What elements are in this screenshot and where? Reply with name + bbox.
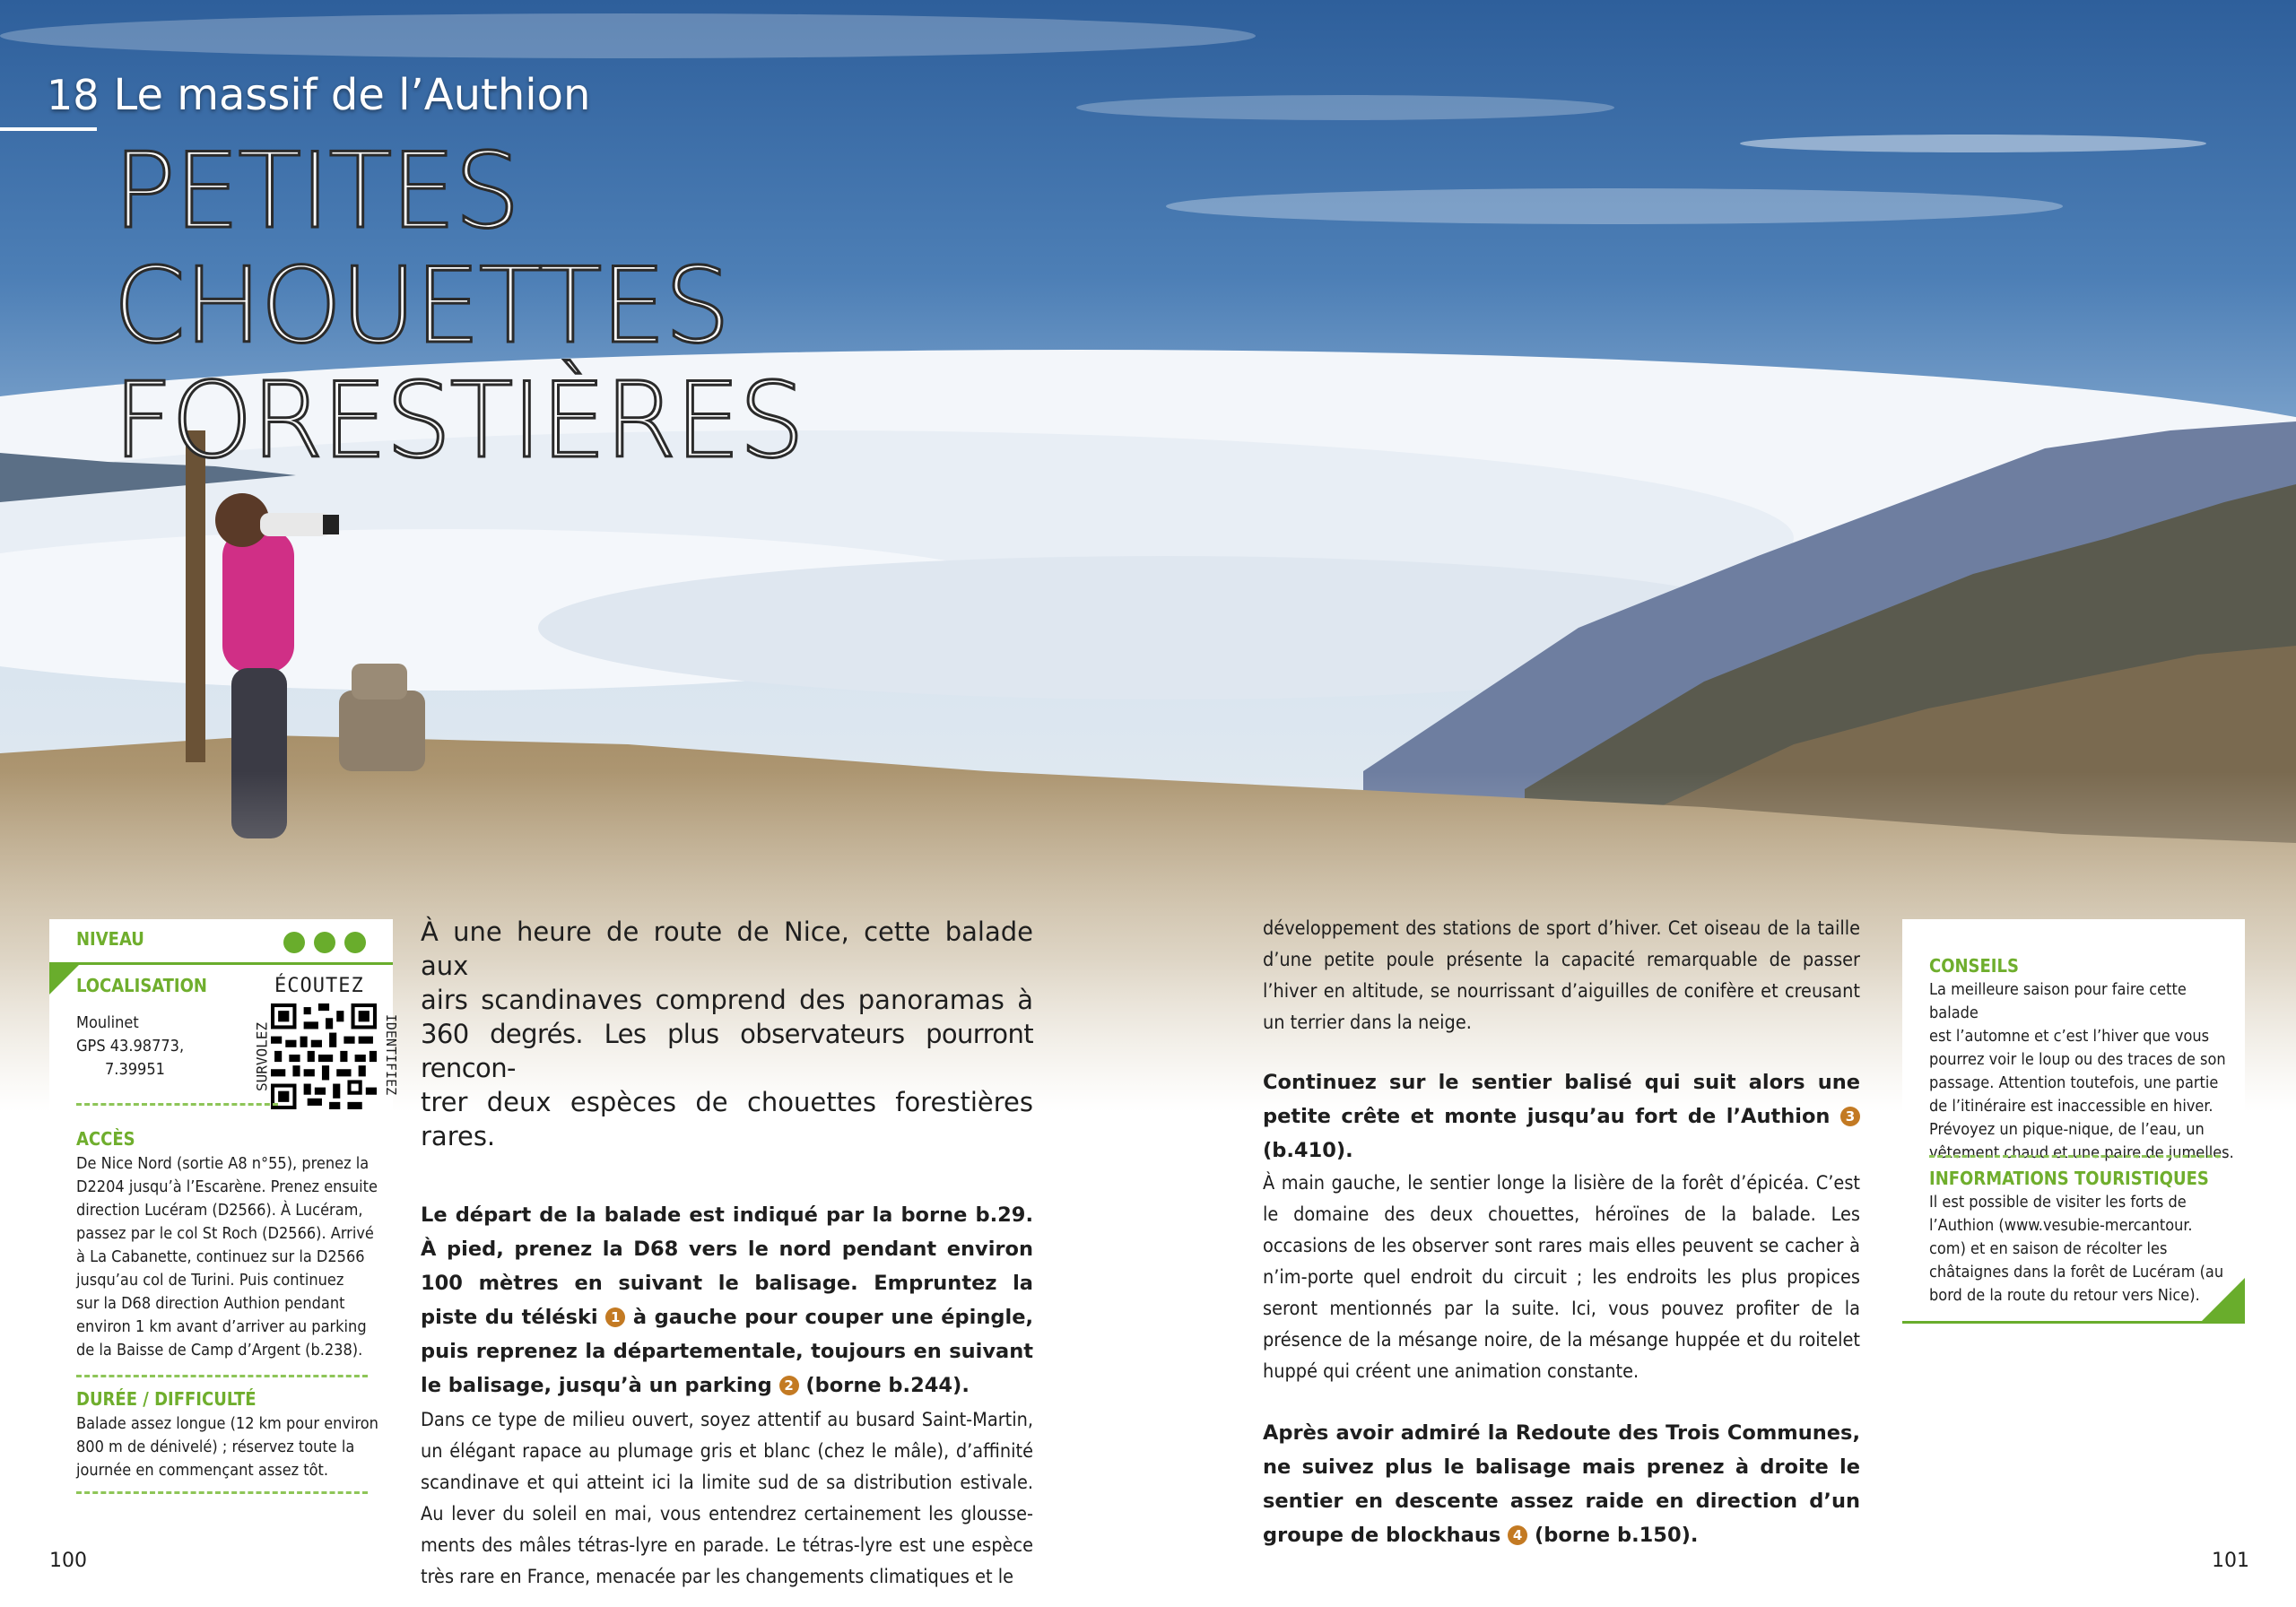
localisation-label: LOCALISATION [76, 975, 207, 996]
acces-line: environ 1 km avant d’arriver au parking [76, 1317, 367, 1336]
acces-line: De Nice Nord (sortie A8 n°55), prenez la [76, 1154, 370, 1173]
intro-line: trer deux espèces de chouettes forestières rares. [421, 1087, 1033, 1151]
step-2-text-b: (b.410). [1263, 1139, 1353, 1162]
text-column-1 [421, 915, 1033, 1593]
difficulty-dot-icon [283, 932, 305, 953]
acces-line: passez par le col St Roch (D2566). Arrivé [76, 1224, 374, 1243]
qr-label-top: ÉCOUTEZ [274, 975, 364, 997]
info-line: l’Authion (www.vesubie-mercantour. [1929, 1216, 2193, 1235]
difficulty-dot-icon [314, 932, 335, 953]
chapter-title: Le massif de l’Authion [113, 70, 591, 120]
title-line-2: FORESTIÈRES [113, 360, 804, 482]
step-1-text-c: (borne b.244). [798, 1374, 970, 1397]
intro-paragraph [421, 915, 1033, 1153]
qr-code-icon [271, 1003, 377, 1109]
title-line-1: PETITES CHOUETTES [113, 131, 729, 367]
step-3-text-a: Après avoir admiré la Redoute des Trois Communes, ne suivez plus le balisage mais prenez à droite le sentier en descente assez raide en direction d’un groupe de blockhaus [1263, 1421, 1860, 1547]
waypoint-4-badge: 4 [1508, 1525, 1527, 1545]
waypoint-1-badge: 1 [605, 1307, 625, 1327]
chapter-heading [47, 70, 590, 120]
step-2-paragraph [1263, 1065, 1860, 1168]
qr-label-right: IDENTIFIEZ [383, 1013, 399, 1096]
info-label: INFORMATIONS TOURISTIQUES [1929, 1168, 2209, 1189]
acces-text [76, 1152, 381, 1362]
conseils-line: est l’automne et c’est l’hiver que vous [1929, 1027, 2210, 1046]
duree-line: Balade assez longue (12 km pour environ [76, 1414, 378, 1433]
info-line: com) et en saison de récolter les [1929, 1239, 2168, 1258]
conseils-line: vêtement chaud et une paire de jumelles. [1929, 1143, 2234, 1162]
conseils-line: pourrez voir le loup ou des traces de son [1929, 1050, 2226, 1069]
info-line: Il est possible de visiter les forts de [1929, 1193, 2187, 1212]
acces-line: jusqu’au col de Turini. Puis continuez [76, 1271, 344, 1290]
body-paragraph-2: développement des stations de sport d’hiver. Cet oiseau de la taille d’une petite poule présente la capacité remarquable de passer l’hiver en altitude, se nourrissant d’aiguilles de conifère et creusant un terrier dans la neige. [1263, 917, 1860, 1034]
info-line: bord de la route du retour vers Nice). [1929, 1286, 2200, 1305]
corner-triangle-icon [2202, 1278, 2245, 1321]
conseils-line: de l’itinéraire est inaccessible en hiver. [1929, 1097, 2213, 1116]
text-column-2 [1263, 913, 1860, 1552]
page-number-left: 100 [49, 1550, 87, 1572]
acces-line: à La Cabanette, continuez sur la D2566 [76, 1247, 365, 1266]
step-3-text-b: (borne b.150). [1527, 1524, 1699, 1547]
conseils-line: Prévoyez un pique-nique, de l’eau, un [1929, 1120, 2205, 1139]
step-2-text-a: Continuez sur le sentier balisé qui suit alors une petite crête et monte jusqu’au fort de l’Authion [1263, 1071, 1860, 1128]
page-title [113, 131, 1144, 482]
conseils-line: passage. Attention toutefois, une partie [1929, 1073, 2219, 1092]
waypoint-3-badge: 3 [1840, 1107, 1860, 1126]
conseils-text [1929, 978, 2234, 1165]
step-1-paragraph [421, 1198, 1033, 1403]
conseils-line: La meilleure saison pour faire cette balade [1929, 980, 2187, 1022]
acces-line: de la Baisse de Camp d’Argent (b.238). [76, 1341, 363, 1359]
conseils-label: CONSEILS [1929, 955, 2019, 977]
niveau-label: NIVEAU [76, 928, 144, 950]
acces-line: direction Lucéram (D2566). À Lucéram, [76, 1201, 363, 1220]
localisation-gps-lon: 7.39951 [105, 1060, 165, 1079]
acces-label: ACCÈS [76, 1128, 135, 1150]
intro-line: airs scandinaves comprend des panoramas à [421, 985, 1033, 1015]
waypoint-2-badge: 2 [779, 1376, 799, 1395]
tips-box [1902, 919, 2245, 1325]
duree-line: journée en commençant assez tôt. [76, 1461, 329, 1480]
acces-line: sur la D68 direction Authion pendant [76, 1294, 345, 1313]
step-1-text-b: à gauche pour couper une épingle, puis reprenez la départementale, toujours en suivant le balisage, jusqu’à un parking [421, 1306, 1034, 1397]
intro-line: 360 degrés. Les plus observateurs pourront rencon- [421, 1019, 1033, 1083]
difficulty-dots [274, 932, 366, 957]
difficulty-dot-icon [344, 932, 366, 953]
duree-label: DURÉE / DIFFICULTÉ [76, 1388, 257, 1410]
localisation-place: Moulinet [76, 1013, 139, 1032]
intro-line: À une heure de route de Nice, cette balade aux [421, 916, 1033, 981]
info-text [1929, 1191, 2234, 1307]
info-sidebar [49, 919, 399, 1498]
body-paragraph-1: Dans ce type de milieu ouvert, soyez attentif au busard Saint-Martin, un élégant rapace au plumage gris et blanc (chez le mâle), d’affinité scandinave et qui atteint ici la limite sud de sa distribution estivale. Au lever du soleil en mai, vous entendrez certainement les glousse-ments des mâles tétras-lyre en parade. Le tétras-lyre est une espèce très rare en France, menacée par les changements climatiques et le [421, 1409, 1033, 1588]
localisation-gps-lat: GPS 43.98773, [76, 1037, 185, 1055]
body-paragraph-3: À main gauche, le sentier longe la lisière de la forêt d’épicéa. C’est le domaine des deux chouettes, héroïnes de la balade. Les occasions de les observer sont rares mais elles peuvent se cacher à n’im-porte quel endroit du circuit ; les endroits les plus propices seront mentionnés par la suite. Ici, vous pouvez profiter de la présence de la mésange noire, de la mésange huppée et du roitelet huppé qui créent une animation constante. [1263, 1172, 1860, 1383]
acces-line: D2204 jusqu’à l’Escarène. Prenez ensuite [76, 1177, 378, 1196]
chapter-number: 18 [47, 71, 100, 119]
step-1-text-a: Le départ de la balade est indiqué par la borne b.29. À pied, prenez la D68 vers le nord pendant environ 100 mètres en suivant le balisage. Empruntez la piste du téléski [421, 1203, 1033, 1329]
duree-line: 800 m de dénivelé) ; réservez toute la [76, 1438, 355, 1456]
page-number-right: 101 [2212, 1550, 2249, 1572]
info-line: châtaignes dans la forêt de Lucéram (au [1929, 1263, 2224, 1281]
step-3-paragraph [1263, 1416, 1860, 1552]
title-rule [0, 127, 97, 131]
qr-label-left: SURVOLEZ [253, 1021, 271, 1092]
duree-text [76, 1412, 381, 1482]
